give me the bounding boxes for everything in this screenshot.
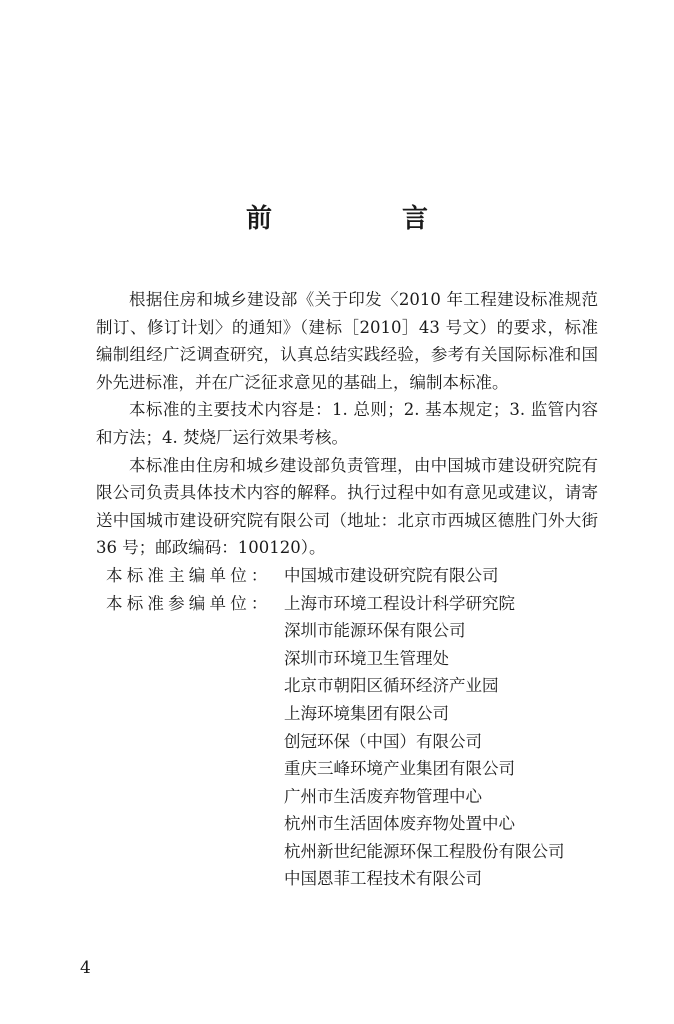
chief-unit-row: [96, 562, 598, 590]
participating-unit-name: 上海环境集团有限公司: [284, 703, 449, 723]
paragraph-management: 本标准由住房和城乡建设部负责管理，由中国城市建设研究院有限公司负责具体技术内容的解释。执行过程中如有意见或建议，请寄送中国城市建设研究院有限公司（地址：北京市西城区德胜门外大街 36 号；邮政编码：100120）。: [96, 455, 598, 558]
preface-body: [96, 286, 598, 893]
paragraph-background: 根据住房和城乡建设部《关于印发〈2010 年工程建设标准规范制订、修订计划〉的通知》（建标［2010］43 号文）的要求，标准编制组经广泛调查研究，认真总结实践经验，参考有关国际标准和国外先进标准，并在广泛征求意见的基础上，编制本标准。: [96, 290, 598, 392]
chief-unit-name: 中国城市建设研究院有限公司: [284, 565, 499, 585]
page-title: 前 言: [245, 204, 480, 234]
participating-unit-name: 深圳市环境卫生管理处: [284, 648, 449, 668]
participating-unit-name: 杭州新世纪能源环保工程股份有限公司: [284, 841, 565, 861]
units-section: [96, 562, 598, 893]
participating-unit-name: 深圳市能源环保有限公司: [284, 621, 466, 641]
participating-unit-name: 杭州市生活固体废弃物处置中心: [284, 814, 515, 834]
participating-unit-name: 中国恩菲工程技术有限公司: [284, 869, 482, 889]
participating-unit-name: 创冠环保（中国）有限公司: [284, 731, 482, 751]
participating-unit-name: 上海市环境工程设计科学研究院: [284, 593, 515, 613]
page-number: 4: [80, 958, 91, 978]
chief-unit-list: [284, 562, 598, 590]
participating-units-list: [284, 590, 598, 894]
participating-unit-name: 北京市朝阳区循环经济产业园: [284, 676, 499, 696]
participating-units-row: [96, 590, 598, 894]
paragraph-main-content: 本标准的主要技术内容是：1. 总则；2. 基本规定；3. 监管内容和方法；4. 焚烧厂运行效果考核。: [96, 400, 598, 447]
participating-unit-name: 重庆三峰环境产业集团有限公司: [284, 759, 515, 779]
chief-unit-label: 本标准主编单位：: [106, 565, 272, 585]
participating-units-label: 本标准参编单位：: [106, 593, 272, 613]
participating-unit-name: 广州市生活废弃物管理中心: [284, 786, 482, 806]
